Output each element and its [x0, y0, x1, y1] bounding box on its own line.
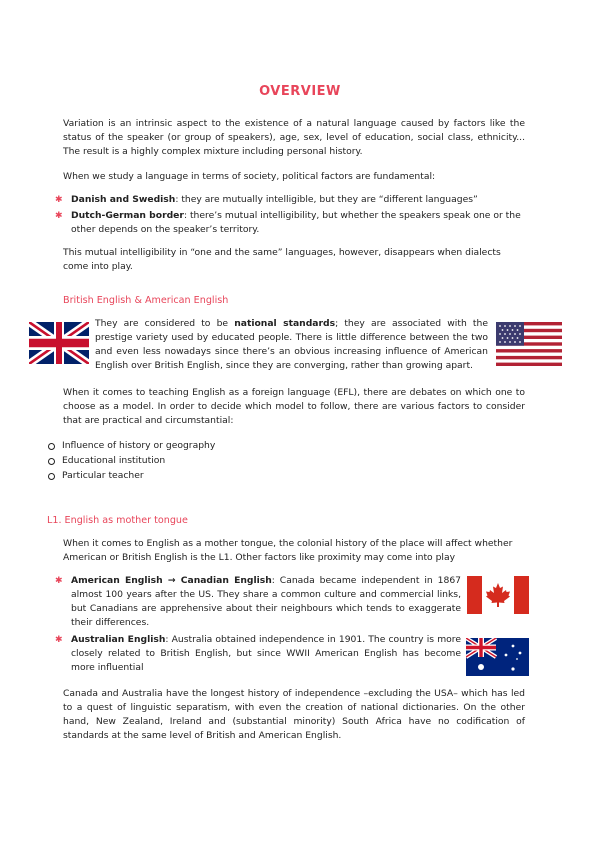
- star-bullet-icon: ✱: [55, 211, 63, 221]
- mother-tongue-paragraph: [63, 537, 525, 565]
- australia-flag-icon: [466, 638, 529, 676]
- circle-bullet-icon: [48, 443, 55, 450]
- list-item: [55, 633, 461, 675]
- list-item: [55, 209, 525, 237]
- national-standards-text: [95, 317, 488, 373]
- intro-bullets: [55, 193, 525, 237]
- bullet-text: : there’s mutual intelligibility, but whether the speakers speak one or the other depends on the speaker’s territory.: [71, 210, 521, 235]
- dialects-text: This mutual intelligibility in “one and the same” languages, however, disappears when dialects come into play.: [63, 247, 501, 272]
- bullet-term: Danish and Swedish: [71, 194, 176, 205]
- list-item: [55, 574, 461, 630]
- intro-paragraph: [63, 117, 525, 159]
- bullet-term: Dutch-German border: [71, 210, 184, 221]
- canada-flag-icon: [467, 576, 529, 614]
- factor-text: Educational institution: [62, 455, 166, 466]
- list-item: [48, 469, 448, 483]
- politics-text: When we study a language in terms of society, political factors are fundamental:: [63, 171, 436, 182]
- star-bullet-icon: ✱: [55, 576, 63, 586]
- us-flag-icon: [496, 322, 562, 366]
- australia-bullet: [55, 633, 461, 675]
- intro-text: Variation is an intrinsic aspect to the existence of a natural language caused by factors like the status of the speaker (or group of speakers), age, sex, level of education, social class, ethnicity... The result is a highly complex mixture including personal history.: [63, 118, 525, 157]
- list-item: [55, 193, 525, 207]
- bullet-term: American English → Canadian English: [71, 575, 272, 586]
- factor-text: Particular teacher: [62, 470, 144, 481]
- canada-bullet: [55, 574, 461, 630]
- star-bullet-icon: ✱: [55, 635, 63, 645]
- bullet-text: : Australia obtained independence in 1901. The country is more closely related to British English, but since WWII American English has become more influential: [71, 634, 461, 673]
- bold-term: national standards: [234, 318, 336, 329]
- section-heading-mother-tongue: L1. English as mother tongue: [47, 515, 188, 526]
- star-bullet-icon: ✱: [55, 195, 63, 205]
- independence-paragraph: [63, 687, 525, 743]
- efl-text: When it comes to teaching English as a foreign language (EFL), there are debates on which one to choose as a model. In order to decide which model to follow, there are various factors to consider that are practical and circumstantial:: [63, 387, 525, 426]
- mother-tongue-text: When it comes to English as a mother tongue, the colonial history of the place will affect whether American or British English is the L1. Other factors like proximity may come into play: [63, 538, 513, 563]
- section-heading-british-american: British English & American English: [63, 295, 229, 306]
- bullet-text: : they are mutually intelligible, but they are “different languages”: [175, 194, 478, 205]
- dialects-paragraph: [63, 246, 525, 274]
- bullet-text: : Canada became independent in 1867 almost 100 years after the US. They share a common culture and commercial links, but Canadians are apprehensive about their neighbours which tends to exaggerate their differences.: [71, 575, 462, 628]
- uk-flag-icon: [29, 322, 89, 364]
- list-item: [48, 454, 448, 468]
- page-title: OVERVIEW: [259, 84, 341, 99]
- text-span: ; they are associated with the prestige variety used by educated people. There is little difference between the two and even less nowadays since there’s an obvious increasing influence of American English over British English, since they are converging, rather than growing apart.: [95, 318, 488, 371]
- bullet-term: Australian English: [71, 634, 166, 645]
- list-item: [48, 439, 448, 453]
- factors-list: [48, 439, 448, 483]
- efl-paragraph: [63, 386, 525, 428]
- circle-bullet-icon: [48, 458, 55, 465]
- circle-bullet-icon: [48, 473, 55, 480]
- politics-paragraph: [63, 170, 525, 184]
- national-standards-paragraph: [95, 317, 488, 373]
- factor-text: Influence of history or geography: [62, 440, 216, 451]
- independence-text: Canada and Australia have the longest history of independence –excluding the USA– which has led to a quest of linguistic separatism, with even the creation of national dictionaries. On the other hand, New Zealand, Ireland and (substantial minority) South Africa have no codification of standards at the same level of British and American English.: [63, 688, 525, 741]
- text-span: They are considered to be: [95, 318, 235, 329]
